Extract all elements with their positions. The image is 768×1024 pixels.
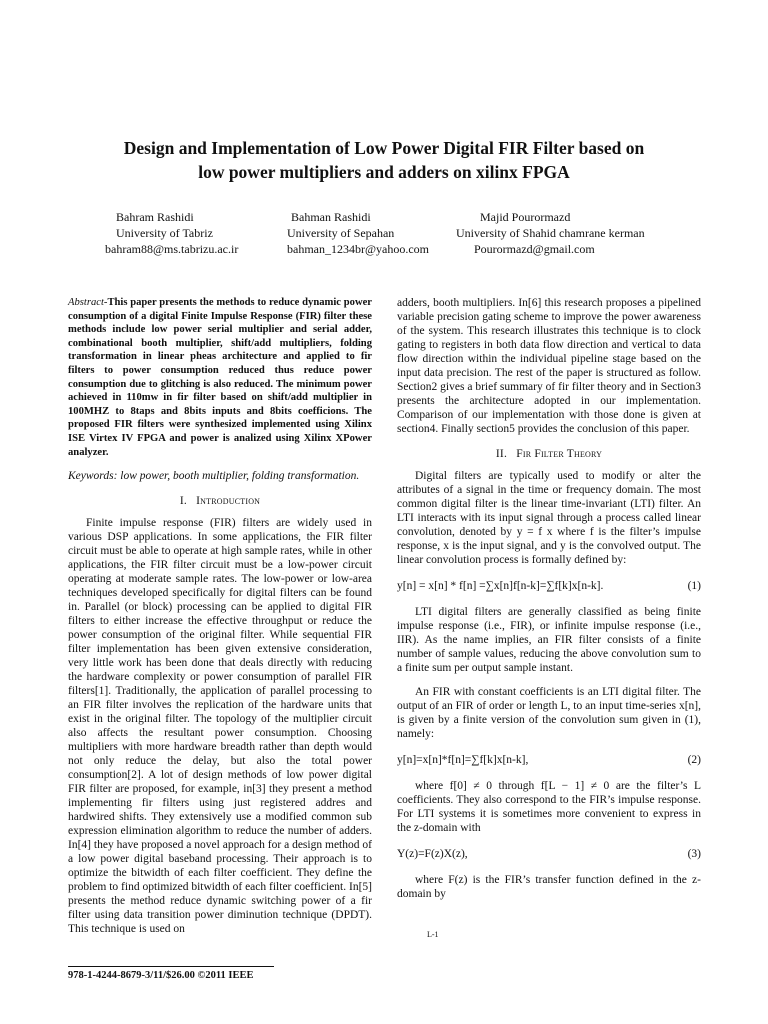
section-number: II. <box>495 448 508 460</box>
section-title: Introduction <box>196 495 261 508</box>
author-name: Majid Pourormazd <box>480 210 571 224</box>
summation-limit: L-1 <box>427 930 439 939</box>
author-name: Bahram Rashidi <box>116 210 194 224</box>
copyright-footer: 978-1-4244-8679-3/11/$26.00 ©2011 IEEE <box>68 970 254 981</box>
equation-body: y[n] = x[n] * f[n] =∑x[n]f[n-k]=∑f[k]x[n-k]. <box>397 580 604 592</box>
section-heading-introduction <box>68 494 372 508</box>
equation-body: y[n]=x[n]*f[n]=∑f[k]x[n-k], <box>397 754 529 766</box>
keywords: Keywords: low power, booth multiplier, folding transformation. <box>68 470 360 483</box>
abstract <box>68 296 372 459</box>
paragraph: LTI digital filters are generally classified as being finite impulse response (i.e., FIR), or infinite impulse response (i.e., IIR). As the name implies, an FIR filter consists of a finite number of sample values, reducing the above convolution sum to a finite sum per output sample instant. <box>397 606 701 674</box>
footer-divider <box>68 966 274 967</box>
section-number: I. <box>179 495 187 508</box>
author-affiliation: University of Sepahan <box>287 226 395 240</box>
author-affiliation: University of Shahid chamrane kerman <box>456 226 645 240</box>
left-column <box>68 296 372 936</box>
right-column <box>397 296 701 901</box>
paragraph: Digital filters are typically used to modify or alter the attributes of a signal in the time or frequency domain. The most common digital filter is the linear time-invariant (LTI) filter. An LTI interacts with its input signal through a process called linear convolution, denoted by y = f x where f is the filter’s impulse response, x is the input signal, and y is the convolved output. The linear convolution process is formally defined by: <box>397 470 701 566</box>
equation-1 <box>397 579 701 593</box>
equation-2 <box>397 753 701 767</box>
equation-number: (1) <box>687 580 701 592</box>
section-heading-fir-theory <box>397 447 701 461</box>
abstract-label: Abstract- <box>68 297 108 308</box>
author-block-3 <box>456 209 645 257</box>
title-line-1: Design and Implementation of Low Power Digital FIR Filter based on <box>123 138 645 158</box>
author-email: bahram88@ms.tabrizu.ac.ir <box>105 242 239 256</box>
author-name: Bahman Rashidi <box>291 210 371 224</box>
author-email: bahman_1234br@yahoo.com <box>287 242 430 256</box>
paragraph: where F(z) is the FIR’s transfer function defined in the z-domain by <box>397 874 701 900</box>
equation-3 <box>397 847 701 861</box>
author-block-2 <box>287 209 429 257</box>
equation-number: (3) <box>687 848 701 860</box>
author-block-1 <box>105 209 239 257</box>
paragraph: where f[0] ≠ 0 through f[L − 1] ≠ 0 are the filter’s L coefficients. They also correspond to the FIR’s impulse response. For LTI systems it is sometimes more convenient to express in the z-domain with <box>397 780 701 834</box>
title-line-2: low power multipliers and adders on xilinx FPGA <box>198 162 570 182</box>
section-title: Fir Filter Theory <box>516 448 603 460</box>
intro-paragraph: Finite impulse response (FIR) filters are widely used in various DSP applications. In some applications, the FIR filter circuit must be able to operate at high sample rates, while in other applications, the FIR filter circuit must be a low-power circuit operating at moderate sample rates. The low-power or low-area techniques developed specifically for digital filters can be found in. Parallel (or block) processing can be applied to digital FIR filters to either increase the effective throughput or reduce the power consumption of the original filter. While sequential FIR filter implementation has been given extensive consideration, very little work has been done that deals directly with reducing the hardware complexity or power consumption of parallel FIR filters[1]. Traditionally, the application of parallel processing to an FIR filter involves the replication of the hardware units that exist in the original filter. The topology of the multiplier circuit also affects the resultant power consumption. Choosing multipliers with more hardware breadth rather than depth would not only reduce the delay, but also the total power consumption[2]. A lot of design methods of low power digital FIR filter are proposed, for example, in[3] they present a method implementing fir filters using just registered addres and hardwired shifts. They extensively use a modified common sub expression elimination algorithm to reduce the number of adders. In[4] they have proposed a novel approach for a design method of a low power digital baseband processing. Their approach is to optimize the bitwidth of each filter coefficient. They define the problem to find optimized bitwidth of each filter coefficient. In[5] presents the method reduce dynamic switching power of a fir filter using data transition power diminution technique (DPDT). This technique is used on <box>68 517 372 936</box>
equation-body: Y(z)=F(z)X(z), <box>397 848 468 860</box>
abstract-text: This paper presents the methods to reduce dynamic power consumption of a digital Finite Impulse Response (FIR) filter these methods include low power serial multiplier and serial adder, combinational booth multiplier, shift/add multipliers, folding transformation in linear pheas architecture and applied to fir filters to power consumption reduced thus reduce power consumption due to glitching is also reduced. The minimum power achieved in 110mw in fir filter based on shift/add multiplier in 100MHZ to 8taps and 8bits inputs and 8bits coefficions. The proposed FIR filters were synthesized implemented using Xilinx ISE Virtex IV FPGA and power is analized using Xilinx XPower analyzer. <box>68 297 372 458</box>
paragraph: adders, booth multipliers. In[6] this research proposes a pipelined variable precision gating scheme to improve the power awareness of the system. This research illustrates this technique is to clock gating to registers in both data flow direction and vertical to data flow direction within the individual pipeline stage based on the input data precision. The rest of the paper is structured as follow. Section2 gives a brief summary of fir filter theory and in Section3 presents the architecture adopted in our implementation. Comparison of our implementation with those done is given at section4. Finally section5 provides the conclusion of this paper. <box>397 297 701 435</box>
author-affiliation: University of Tabriz <box>116 226 213 240</box>
paper-title <box>40 136 728 184</box>
paragraph: An FIR with constant coefficients is an LTI digital filter. The output of an FIR of order or length L, to an input time-series x[n], is given by a finite version of the convolution sum given in (1), namely: <box>397 686 701 740</box>
equation-number: (2) <box>687 754 701 766</box>
author-email: Pourormazd@gmail.com <box>474 242 595 256</box>
